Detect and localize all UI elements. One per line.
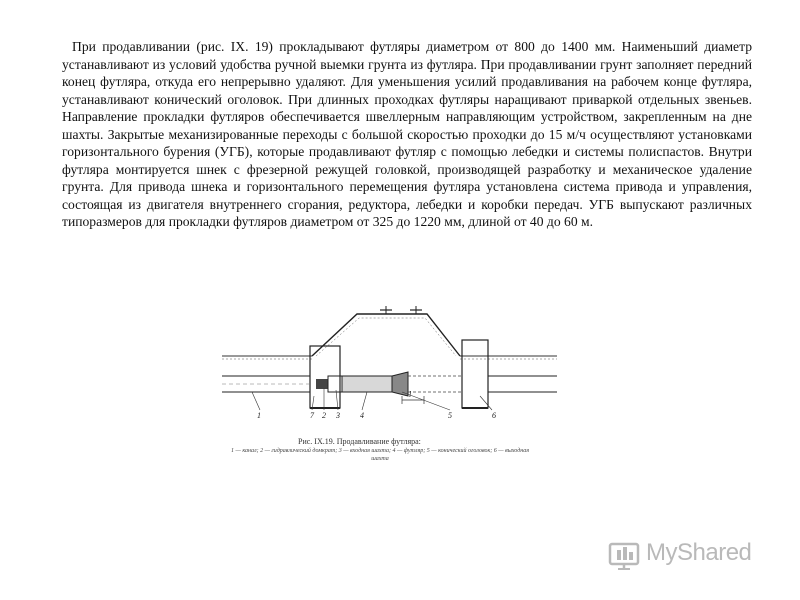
watermark-text: MyShared: [646, 539, 752, 566]
watermark: [608, 536, 768, 576]
label-7: 7: [310, 411, 314, 420]
figure-legend: 1 — канал; 2 — гидравлический домкрат; 3 — входная шахта; 4 — футляр; 5 — конический оголовок; 6 — выходная шахта: [230, 448, 530, 462]
dimension-label: l: [409, 390, 412, 399]
label-4: 4: [360, 411, 364, 420]
label-2: 2: [322, 411, 326, 420]
label-5: 5: [448, 411, 452, 420]
myshared-logo-icon: [608, 538, 642, 570]
body-paragraph: При продавливании (рис. IX. 19) прокладывают футляры диаметром от 800 до 1400 мм. Наименьший диаметр устанавливают из условий удобства ручной выемки грунта из футляра. При продавливании грунт заполняет передний конец футляра, откуда его непрерывно удаляют. Для уменьшения усилий продавливания на рабочем конце футляра, устанавливают конический оголовок. При длинных проходках футляры наращивают приваркой отдельных звеньев. Направление прокладки футляров обеспечивается швеллерным направляющим устройством, закрепленным на дне шахты. Закрытые механизированные переходы с большой скоростью проходки до 15 м/ч осуществляют установками горизонтального бурения (УГБ), которые продавливают футляр с помощью лебедки и системы полиспастов. Внутри футляра монтируется шнек с фрезерной режущей головкой, производящей разработку и механическое удаление грунта. Для привода шнека и горизонтального перемещения футляра установлена система привода и управления, состоящая из двигателя внутреннего сгорания, редуктора, лебедки и коробки передач. УГБ выпускают различных типоразмеров для прокладки футляров диаметром от 325 до 1220 мм, длиной от 40 до 60 м.: [62, 39, 752, 229]
label-6: 6: [492, 411, 496, 420]
figure-caption: Рис. IX.19. Продавливание футляра:: [298, 437, 421, 446]
label-1: 1: [257, 411, 261, 420]
label-3: 3: [336, 411, 340, 420]
